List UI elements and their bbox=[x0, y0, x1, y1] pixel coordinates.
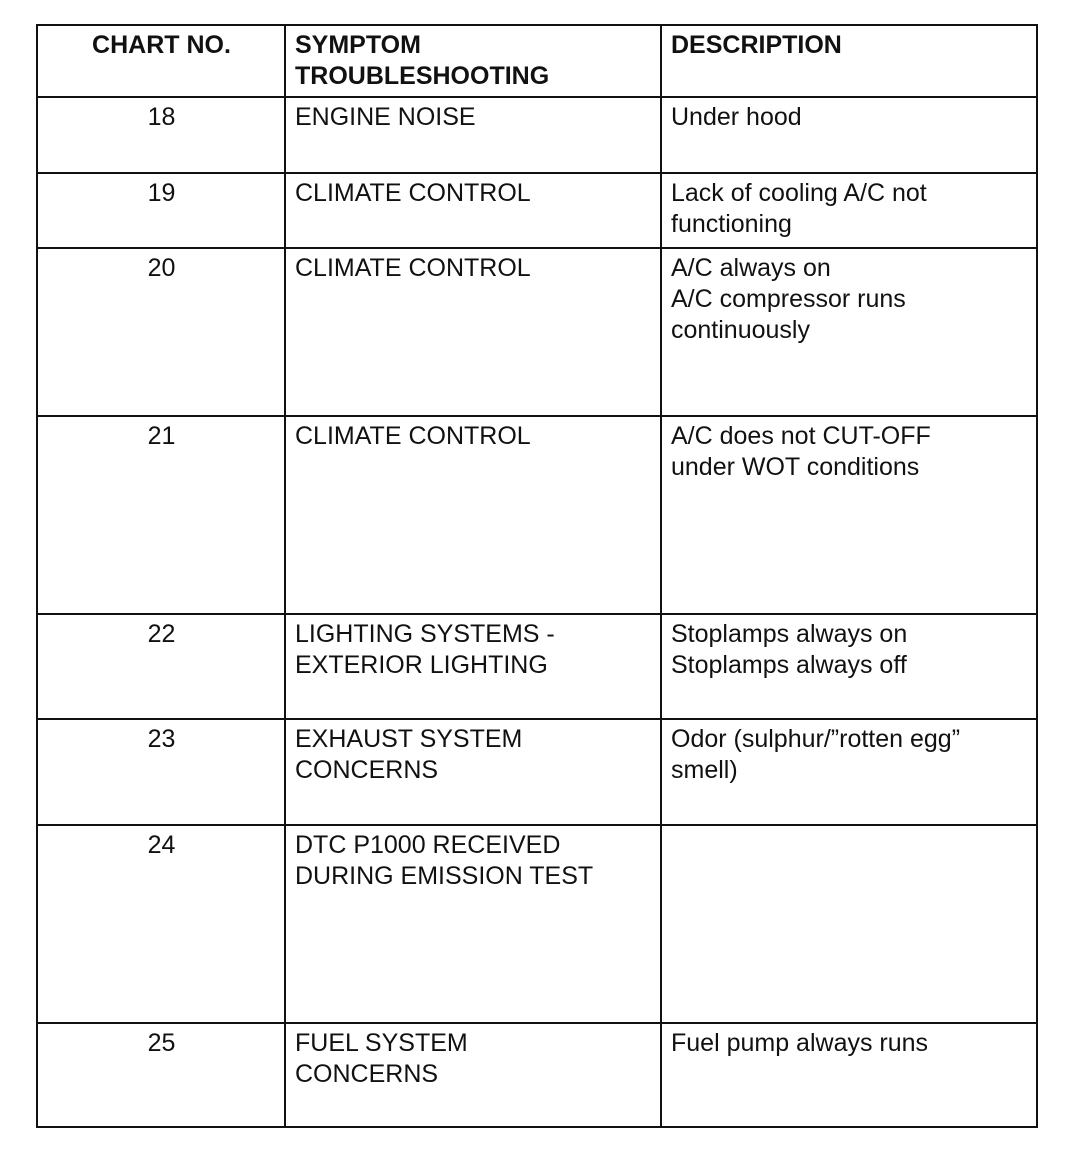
header-symptom bbox=[285, 25, 661, 97]
description-line: functioning bbox=[671, 210, 792, 238]
symptom-cell bbox=[285, 416, 661, 614]
symptom-cell bbox=[285, 1023, 661, 1127]
description-line: continuously bbox=[671, 316, 810, 344]
chart-no: 18 bbox=[147, 103, 176, 131]
table-row bbox=[37, 825, 1037, 1023]
description-cell bbox=[661, 614, 1037, 719]
description-line: Stoplamps always off bbox=[671, 651, 907, 679]
description-line: smell) bbox=[671, 756, 738, 784]
table-row bbox=[37, 416, 1037, 614]
chart-no: 21 bbox=[147, 422, 176, 450]
symptom-line: CLIMATE CONTROL bbox=[295, 422, 531, 450]
chart-no: 25 bbox=[147, 1029, 176, 1057]
chart-no-cell bbox=[37, 614, 285, 719]
table-row bbox=[37, 719, 1037, 825]
chart-no-cell bbox=[37, 416, 285, 614]
table-row bbox=[37, 248, 1037, 416]
table-row bbox=[37, 1023, 1037, 1127]
symptom-line: EXHAUST SYSTEM bbox=[295, 725, 523, 753]
chart-no-cell bbox=[37, 97, 285, 173]
chart-no: 19 bbox=[147, 179, 176, 207]
table-row bbox=[37, 97, 1037, 173]
table-row bbox=[37, 173, 1037, 248]
chart-no: 22 bbox=[147, 620, 176, 648]
description-cell bbox=[661, 173, 1037, 248]
description-line: Odor (sulphur/”rotten egg” bbox=[671, 725, 961, 753]
header-chart-no bbox=[37, 25, 285, 97]
header-chart-no-label: CHART NO. bbox=[92, 31, 231, 59]
header-row bbox=[37, 25, 1037, 97]
symptom-line: DURING EMISSION TEST bbox=[295, 862, 594, 890]
symptom-cell bbox=[285, 614, 661, 719]
symptom-line: ENGINE NOISE bbox=[295, 103, 476, 131]
symptom-line: FUEL SYSTEM bbox=[295, 1029, 468, 1057]
chart-no-cell bbox=[37, 173, 285, 248]
chart-no-cell bbox=[37, 719, 285, 825]
chart-no-cell bbox=[37, 825, 285, 1023]
symptom-line: CONCERNS bbox=[295, 1060, 439, 1088]
description-line: Lack of cooling A/C not bbox=[671, 179, 927, 207]
chart-no: 23 bbox=[147, 725, 176, 753]
chart-no: 20 bbox=[147, 254, 176, 282]
description-line: under WOT conditions bbox=[671, 453, 920, 481]
symptom-line: CLIMATE CONTROL bbox=[295, 179, 531, 207]
symptom-cell bbox=[285, 719, 661, 825]
chart-no: 24 bbox=[147, 831, 176, 859]
description-line: Under hood bbox=[671, 103, 802, 131]
description-cell bbox=[661, 97, 1037, 173]
symptom-line: EXTERIOR LIGHTING bbox=[295, 651, 548, 679]
description-cell bbox=[661, 248, 1037, 416]
symptom-cell bbox=[285, 97, 661, 173]
description-line: A/C always on bbox=[671, 254, 831, 282]
symptom-cell bbox=[285, 173, 661, 248]
description-cell bbox=[661, 416, 1037, 614]
symptom-cell bbox=[285, 248, 661, 416]
symptom-line: CLIMATE CONTROL bbox=[295, 254, 531, 282]
symptom-chart-table bbox=[36, 24, 1038, 1128]
header-symptom-line-1: SYMPTOM bbox=[295, 31, 421, 59]
description-line: A/C compressor runs bbox=[671, 285, 906, 313]
description-cell bbox=[661, 1023, 1037, 1127]
description-line: A/C does not CUT-OFF bbox=[671, 422, 931, 450]
header-description bbox=[661, 25, 1037, 97]
symptom-line: DTC P1000 RECEIVED bbox=[295, 831, 561, 859]
chart-no-cell bbox=[37, 248, 285, 416]
symptom-cell bbox=[285, 825, 661, 1023]
header-description-label: DESCRIPTION bbox=[671, 31, 842, 59]
symptom-line: LIGHTING SYSTEMS - bbox=[295, 620, 555, 648]
description-cell bbox=[661, 719, 1037, 825]
description-line: Stoplamps always on bbox=[671, 620, 908, 648]
description-line: Fuel pump always runs bbox=[671, 1029, 929, 1057]
table-row bbox=[37, 614, 1037, 719]
description-cell bbox=[661, 825, 1037, 1023]
symptom-line: CONCERNS bbox=[295, 756, 439, 784]
chart-no-cell bbox=[37, 1023, 285, 1127]
header-symptom-line-2: TROUBLESHOOTING bbox=[295, 62, 550, 90]
